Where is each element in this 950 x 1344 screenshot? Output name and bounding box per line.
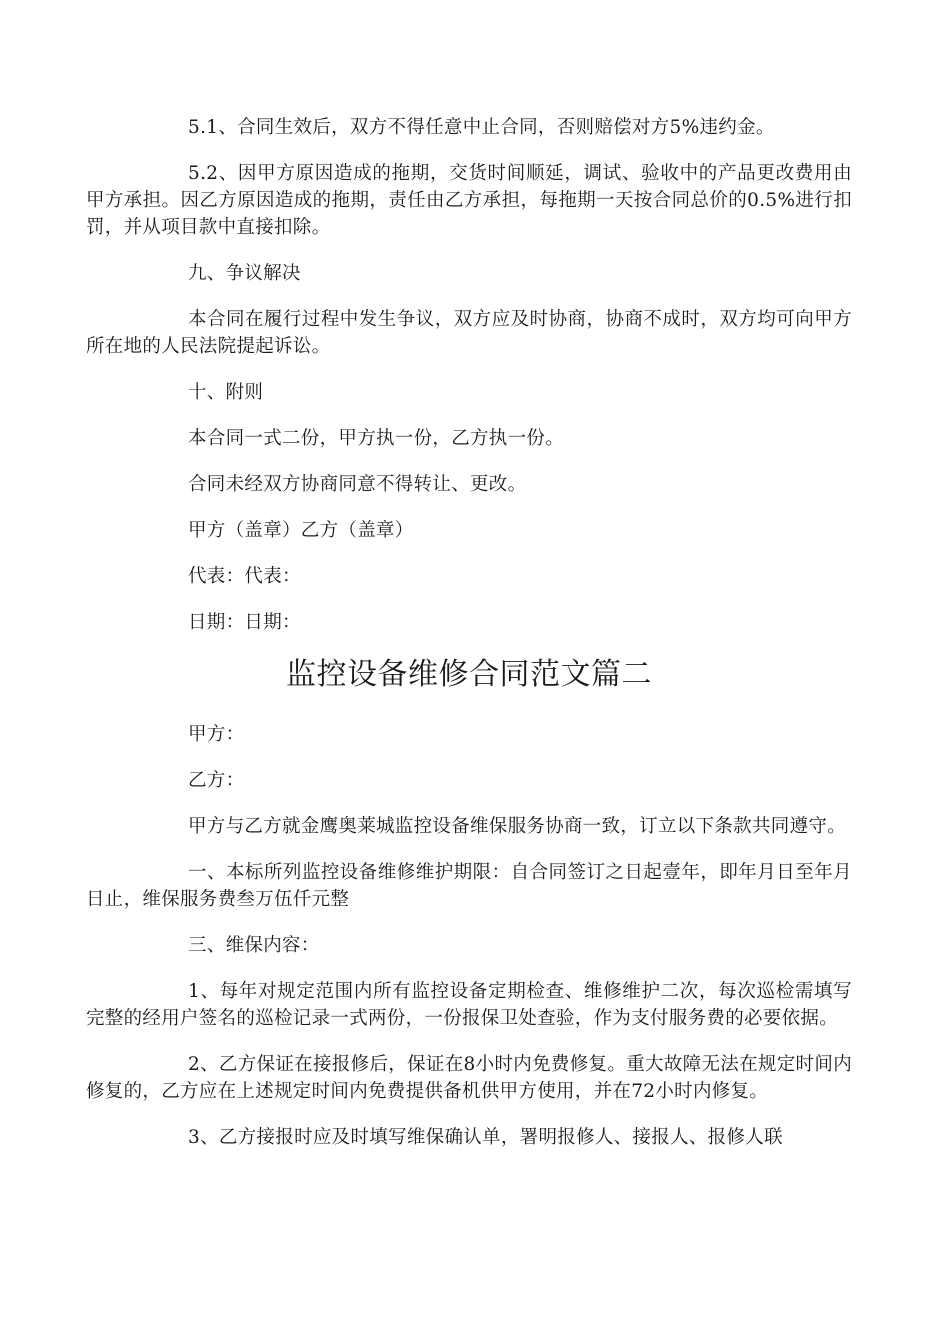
section-title: 监控设备维修合同范文篇二: [286, 657, 652, 692]
heading-supplementary: 十、附则: [188, 382, 264, 403]
date-line: 日期：日期：: [188, 612, 301, 633]
representative-line: 代表：代表：: [188, 566, 301, 587]
seal-line: 甲方（盖章）乙方（盖章）: [188, 520, 414, 541]
maintenance-item-3: 3、乙方接报时应及时填写维保确认单，署明报修人、接报人、报修人联: [188, 1127, 783, 1148]
party-a-line: 甲方：: [188, 724, 245, 745]
clause-5-1: 5.1、合同生效后，双方不得任意中止合同，否则赔偿对方5%违约金。: [188, 117, 775, 138]
document-body: [86, 114, 852, 1170]
party-b-line: 乙方：: [188, 770, 245, 791]
heading-dispute-resolution: 九、争议解决: [188, 263, 301, 284]
maintenance-item-2: 2、乙方保证在接报修后，保证在8小时内免费修复。重大故障无法在规定时间内修复的，乙方应在上述规定时间内免费提供备机供甲方使用，并在72小时内修复。: [86, 1054, 852, 1102]
clause-1-term: 一、本标所列监控设备维修维护期限：自合同签订之日起壹年，即年月日至年月日止，维保服务费叁万伍仟元整: [86, 862, 852, 910]
maintenance-item-1: 1、每年对规定范围内所有监控设备定期检查、维修维护二次，每次巡检需填写完整的经用户签名的巡检记录一式两份，一份报保卫处查验，作为支付服务费的必要依据。: [86, 981, 852, 1029]
dispute-resolution-text: 本合同在履行过程中发生争议，双方应及时协商，协商不成时，双方均可向甲方所在地的人民法院提起诉讼。: [86, 309, 852, 357]
agreement-intro: 甲方与乙方就金鹰奥莱城监控设备维保服务协商一致，订立以下条款共同遵守。: [188, 816, 847, 837]
clause-5-2: 5.2、因甲方原因造成的拖期，交货时间顺延，调试、验收中的产品更改费用由甲方承担。因乙方原因造成的拖期，责任由乙方承担，每拖期一天按合同总价的0.5%进行扣罚，并从项目款中直接扣除。: [86, 163, 852, 238]
no-transfer-text: 合同未经双方协商同意不得转让、更改。: [188, 474, 527, 495]
copies-text: 本合同一式二份，甲方执一份，乙方执一份。: [188, 428, 565, 449]
heading-maintenance-content: 三、维保内容：: [188, 935, 320, 956]
